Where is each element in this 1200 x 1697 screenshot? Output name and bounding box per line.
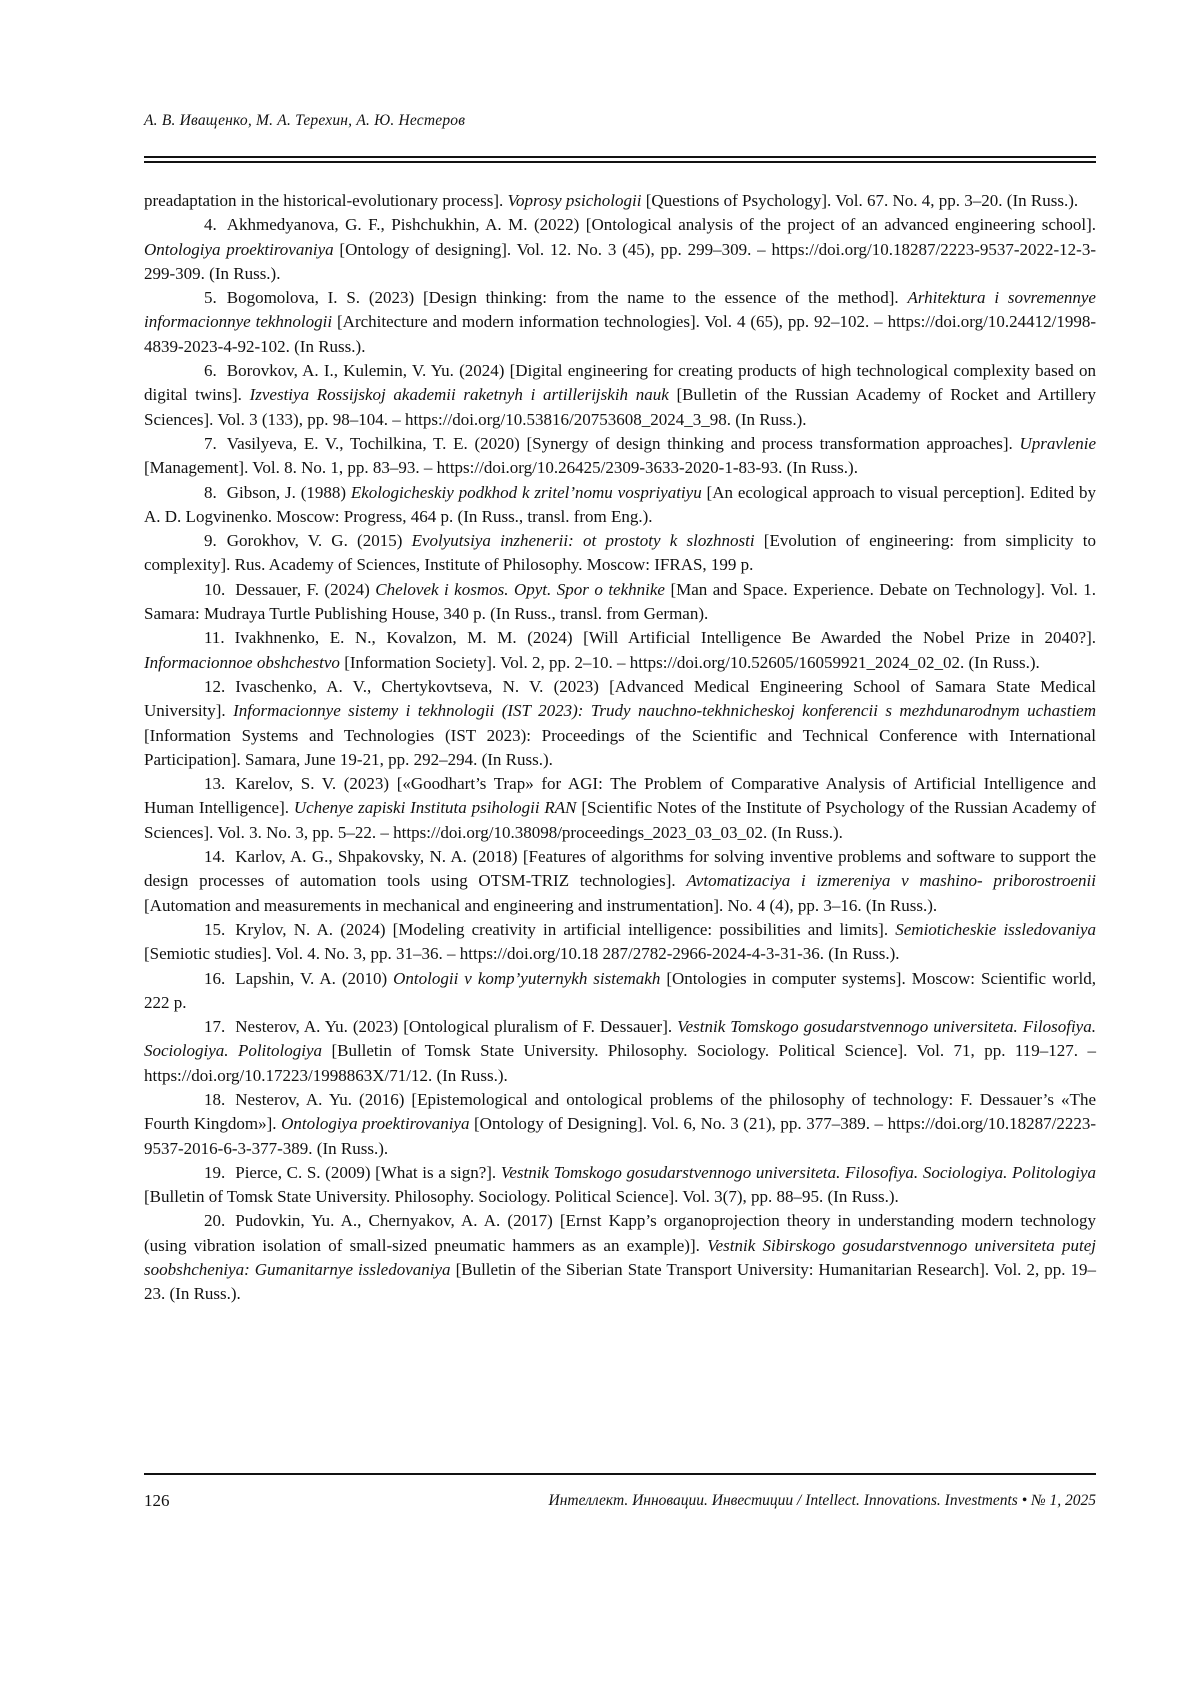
reference-number: 15. bbox=[174, 918, 225, 942]
reference-number: 7. bbox=[174, 432, 217, 456]
reference-text: Krylov, N. A. (2024) [Modeling creativity in artificial intelligence: possibilities and limits]. bbox=[235, 920, 895, 939]
reference-text: [Automation and measurements in mechanical and engineering and instrumentation]. No. 4 (4), pp. 3–16. (In Russ.). bbox=[144, 896, 937, 915]
reference-number: 17. bbox=[174, 1015, 225, 1039]
reference-text: Gorokhov, V. G. (2015) bbox=[227, 531, 412, 550]
reference-source-title: Vestnik Sibirskogo gosudarstvennogo universiteta putej soobshcheniya: Gumanitarnye issledovaniya bbox=[144, 1236, 1096, 1279]
reference-item bbox=[144, 529, 1096, 578]
header-rule-top bbox=[144, 156, 1096, 158]
reference-list bbox=[144, 189, 1096, 1307]
reference-item bbox=[144, 967, 1096, 1016]
reference-item bbox=[144, 432, 1096, 481]
reference-item bbox=[144, 359, 1096, 432]
reference-source-title: Semioticheskie issledovaniya bbox=[895, 920, 1096, 939]
reference-number: 5. bbox=[174, 286, 217, 310]
reference-text: [Ontology of designing]. Vol. 12. No. 3 (45), pp. 299–309. – https://doi.org/10.18287/2223-9537-2022-12-3-299-309. (In Russ.). bbox=[144, 240, 1096, 283]
reference-item bbox=[144, 213, 1096, 286]
reference-text: Nesterov, A. Yu. (2023) [Ontological pluralism of F. Dessauer]. bbox=[235, 1017, 677, 1036]
reference-number: 20. bbox=[174, 1209, 225, 1233]
page-number: 126 bbox=[144, 1491, 170, 1511]
reference-source-title: Voprosy psichologii bbox=[508, 191, 642, 210]
reference-text: Pierce, C. S. (2009) [What is a sign?]. bbox=[235, 1163, 501, 1182]
reference-text: [Bulletin of Tomsk State University. Philosophy. Sociology. Political Science]. Vol. 71, pp. 119–127. – https://doi.org/10.17223/1998863X/71/12. (In Russ.). bbox=[144, 1041, 1096, 1084]
reference-item bbox=[144, 675, 1096, 772]
reference-text: Gibson, J. (1988) bbox=[227, 483, 351, 502]
reference-text: [Questions of Psychology]. Vol. 67. No. 4, pp. 3–20. (In Russ.). bbox=[641, 191, 1078, 210]
reference-text: Karelov, S. V. (2023) [«Goodhart’s Trap» for AGI: The Problem of Comparative Analysis of Artificial Intelligence and Human Intelligence]. bbox=[144, 774, 1096, 817]
reference-source-title: Arhitektura i sovremennye informacionnye tekhnologii bbox=[144, 288, 1096, 331]
reference-text: preadaptation in the historical-evolutionary process]. bbox=[144, 191, 508, 210]
reference-item bbox=[144, 1088, 1096, 1161]
reference-number: 14. bbox=[174, 845, 225, 869]
reference-source-title: Informacionnoe obshchestvo bbox=[144, 653, 340, 672]
reference-number: 19. bbox=[174, 1161, 225, 1185]
reference-number: 6. bbox=[174, 359, 217, 383]
reference-item bbox=[144, 189, 1096, 213]
reference-item bbox=[144, 918, 1096, 967]
reference-text: [Scientific Notes of the Institute of Psychology of the Russian Academy of Sciences]. Vol. 3. No. 3, pp. 5–22. – https://doi.org/10.38098/proceedings_2023_03_03_02. (In Russ.). bbox=[144, 798, 1096, 841]
running-head-authors: А. В. Иващенко, М. А. Терехин, А. Ю. Нестеров bbox=[144, 112, 465, 130]
reference-source-title: Vestnik Tomskogo gosudarstvennogo universiteta. Filosofiya. Sociologiya. Politologiya bbox=[144, 1017, 1096, 1060]
reference-text: [Bulletin of the Russian Academy of Rocket and Artillery Sciences]. Vol. 3 (133), pp. 98–104. – https://doi.org/10.53816/20753608_2024_3_98. (In Russ.). bbox=[144, 385, 1096, 428]
reference-number: 4. bbox=[174, 213, 217, 237]
reference-source-title: Vestnik Tomskogo gosudarstvennogo universiteta. Filosofiya. Sociologiya. Politologiya bbox=[501, 1163, 1096, 1182]
page bbox=[0, 0, 1200, 1697]
reference-number: 12. bbox=[174, 675, 225, 699]
reference-text: Karlov, A. G., Shpakovsky, N. A. (2018) [Features of algorithms for solving inventive problems and software to support the design processes of automation tools using OTSM-TRIZ technologies]. bbox=[144, 847, 1096, 890]
reference-source-title: Avtomatizaciya i izmereniya v mashino- priborostroenii bbox=[686, 871, 1096, 890]
reference-text: [Man and Space. Experience. Debate on Technology]. Vol. 1. Samara: Mudraya Turtle Publishing House, 340 p. (In Russ., transl. from German). bbox=[144, 580, 1096, 623]
reference-text: [Evolution of engineering: from simplicity to complexity]. Rus. Academy of Sciences, Institute of Philosophy. Moscow: IFRAS, 199 p. bbox=[144, 531, 1096, 574]
reference-item bbox=[144, 1015, 1096, 1088]
header-rule-bottom bbox=[144, 161, 1096, 163]
reference-source-title: Ontologiya proektirovaniya bbox=[144, 240, 334, 259]
reference-item bbox=[144, 772, 1096, 845]
reference-text: [Bulletin of Tomsk State University. Philosophy. Sociology. Political Science]. Vol. 3(7), pp. 88–95. (In Russ.). bbox=[144, 1187, 899, 1206]
reference-item bbox=[144, 1209, 1096, 1306]
reference-text: [Information Systems and Technologies (IST 2023): Proceedings of the Scientific and Technical Conference with International Participation]. Samara, June 19-21, pp. 292–294. (In Russ.). bbox=[144, 726, 1096, 769]
reference-item bbox=[144, 1161, 1096, 1210]
footer-rule bbox=[144, 1473, 1096, 1475]
reference-source-title: Uchenye zapiski Instituta psihologii RAN bbox=[294, 798, 577, 817]
reference-text: [Information Society]. Vol. 2, pp. 2–10. – https://doi.org/10.52605/16059921_2024_02_02. (In Russ.). bbox=[340, 653, 1040, 672]
reference-text: Ivaschenko, A. V., Chertykovtseva, N. V. (2023) [Advanced Medical Engineering School of Samara State Medical University]. bbox=[144, 677, 1096, 720]
reference-text: Nesterov, A. Yu. (2016) [Epistemological and ontological problems of the philosophy of technology: F. Dessauer’s «The Fourth Kingdom»]. bbox=[144, 1090, 1096, 1133]
reference-source-title: Chelovek i kosmos. Opyt. Spor o tekhnike bbox=[375, 580, 665, 599]
reference-text: Vasilyeva, E. V., Tochilkina, T. E. (2020) [Synergy of design thinking and process transformation approaches]. bbox=[227, 434, 1020, 453]
reference-source-title: Evolyutsiya inzhenerii: ot prostoty k slozhnosti bbox=[412, 531, 755, 550]
reference-text: [Architecture and modern information technologies]. Vol. 4 (65), pp. 92–102. – https://doi.org/10.24412/1998-4839-2023-4-92-102. (In Russ.). bbox=[144, 312, 1096, 355]
reference-source-title: Upravlenie bbox=[1020, 434, 1096, 453]
reference-text: Lapshin, V. A. (2010) bbox=[235, 969, 393, 988]
reference-item bbox=[144, 481, 1096, 530]
reference-number: 8. bbox=[174, 481, 217, 505]
reference-number: 10. bbox=[174, 578, 225, 602]
reference-text: Akhmedyanova, G. F., Pishchukhin, A. M. (2022) [Ontological analysis of the project of an advanced engineering school]. bbox=[227, 215, 1096, 234]
journal-footer: Интеллект. Инновации. Инвестиции / Intellect. Innovations. Investments • № 1, 2025 bbox=[549, 1492, 1096, 1510]
reference-number: 16. bbox=[174, 967, 225, 991]
reference-text: [Management]. Vol. 8. No. 1, pp. 83–93. – https://doi.org/10.26425/2309-3633-2020-1-83-93. (In Russ.). bbox=[144, 458, 858, 477]
reference-source-title: Informacionnye sistemy i tekhnologii (IST 2023): Trudy nauchno-tekhnicheskoj konferencii s mezhdunarodnym uchastiem bbox=[233, 701, 1096, 720]
reference-number: 9. bbox=[174, 529, 217, 553]
reference-text: [Semiotic studies]. Vol. 4. No. 3, pp. 31–36. – https://doi.org/10.18 287/2782-2966-2024-4-3-31-36. (In Russ.). bbox=[144, 944, 900, 963]
reference-source-title: Ontologii v komp’yuternykh sistemakh bbox=[393, 969, 660, 988]
reference-item bbox=[144, 578, 1096, 627]
reference-text: Borovkov, A. I., Kulemin, V. Yu. (2024) [Digital engineering for creating products of high technological complexity based on digital twins]. bbox=[144, 361, 1096, 404]
reference-source-title: Izvestiya Rossijskoj akademii raketnyh i artillerijskih nauk bbox=[250, 385, 669, 404]
reference-text: Bogomolova, I. S. (2023) [Design thinking: from the name to the essence of the method]. bbox=[227, 288, 908, 307]
reference-item bbox=[144, 626, 1096, 675]
reference-text: Ivakhnenko, E. N., Kovalzon, M. M. (2024) [Will Artificial Intelligence Be Awarded the Nobel Prize in 2040?]. bbox=[235, 628, 1096, 647]
reference-source-title: Ontologiya proektirovaniya bbox=[281, 1114, 469, 1133]
reference-text: [Bulletin of the Siberian State Transport University: Humanitarian Research]. Vol. 2, pp. 19–23. (In Russ.). bbox=[144, 1260, 1096, 1303]
reference-text: Dessauer, F. (2024) bbox=[235, 580, 375, 599]
reference-number: 18. bbox=[174, 1088, 225, 1112]
reference-text: [Ontologies in computer systems]. Moscow: Scientific world, 222 p. bbox=[144, 969, 1096, 1012]
reference-item bbox=[144, 286, 1096, 359]
reference-text: [Ontology of Designing]. Vol. 6, No. 3 (21), pp. 377–389. – https://doi.org/10.18287/2223-9537-2016-6-3-377-389. (In Russ.). bbox=[144, 1114, 1096, 1157]
reference-text: [An ecological approach to visual perception]. Edited by A. D. Logvinenko. Moscow: Progress, 464 p. (In Russ., transl. from Eng.). bbox=[144, 483, 1096, 526]
reference-item bbox=[144, 845, 1096, 918]
reference-number: 13. bbox=[174, 772, 225, 796]
reference-number: 11. bbox=[174, 626, 225, 650]
reference-text: Pudovkin, Yu. A., Chernyakov, A. A. (2017) [Ernst Kapp’s organoprojection theory in understanding modern technology (using vibration isolation of small-sized pneumatic hammers as an example)]. bbox=[144, 1211, 1096, 1254]
reference-source-title: Ekologicheskiy podkhod k zritel’nomu vospriyatiyu bbox=[351, 483, 702, 502]
